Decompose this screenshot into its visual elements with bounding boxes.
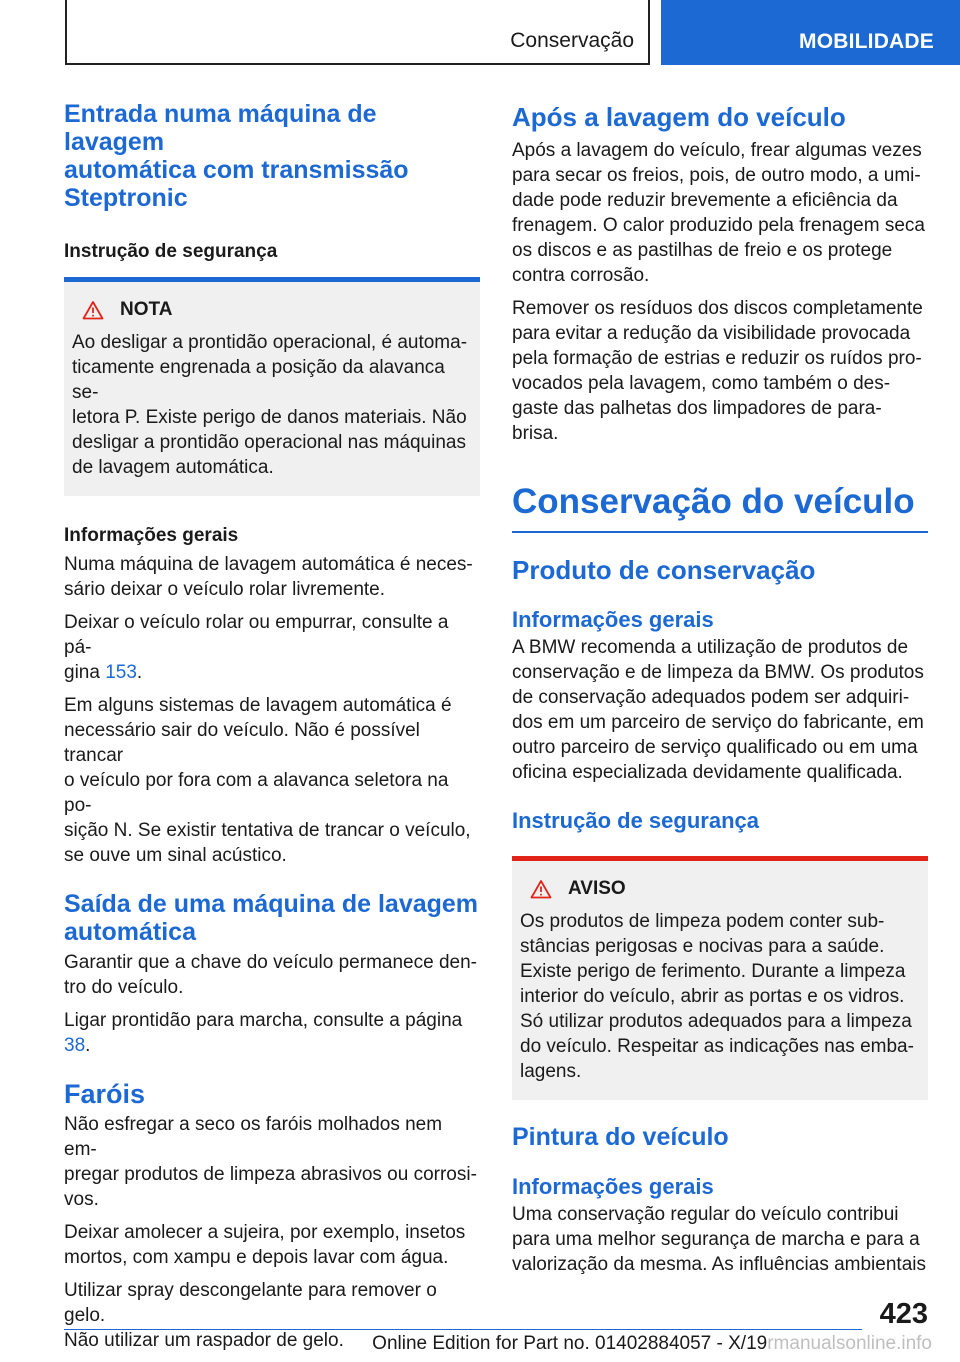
chapter-tab[interactable]: [661, 0, 960, 65]
paragraph: Deixar o veículo rolar ou empurrar, consulte a pá- gina 153.: [64, 612, 449, 683]
general-info-heading: Informações gerais: [64, 525, 239, 546]
page-link-38[interactable]: 38: [64, 1035, 86, 1056]
paragraph: Não esfregar a seco os faróis molhados nem em- pregar produtos de limpeza abrasivos ou corrosi- vos.: [64, 1114, 477, 1210]
warning-title: AVISO: [568, 878, 626, 899]
paragraph: Uma conservação regular do veículo contribui para uma melhor segurança de marcha e para a valorização da mesma. As influências ambientais: [512, 1204, 926, 1275]
paragraph: Em alguns sistemas de lavagem automática é necessário sair do veículo. Não é possível trancar o veículo por fora com a alavanca seletora na po- sição N. Se existir tentativa de trancar o veículo, se ouve um sinal acústico.: [64, 695, 471, 866]
footer-edition: [372, 1333, 932, 1355]
chapter-title: Conservação do veículo: [512, 482, 915, 521]
paint-title: Pintura do veículo: [512, 1123, 729, 1151]
paragraph: Após a lavagem do veículo, frear algumas vezes para secar os freios, pois, de outro modo, a umi- dade pode reduzir brevemente a eficiência da frenagem. O calor produzido pela frenagem seca os discos e as pastilhas de freio e os protege contra corrosão.: [512, 140, 925, 286]
note-box: [64, 277, 480, 496]
note-text: Ao desligar a prontidão operacional, é automa- ticamente engrenada a posição da alavanca se- letora P. Existe perigo de danos materiais. Não desligar a prontidão operacional nas máquinas de lavagem automática.: [72, 332, 468, 478]
page-number: 423: [879, 1298, 928, 1330]
general-info-heading: Informações gerais: [512, 1174, 714, 1199]
after-wash-title: Após a lavagem do veículo: [512, 102, 846, 132]
edition-text: Online Edition for Part no. 01402884057 - X/19: [372, 1333, 768, 1354]
warning-triangle-icon: [82, 300, 104, 320]
watermark: rmanualsonline.info: [767, 1333, 932, 1354]
safety-heading: Instrução de segurança: [512, 808, 759, 833]
chapter-tab-label: MOBILIDADE: [799, 30, 934, 53]
chapter-rule: [512, 531, 928, 533]
section-title: Conservação: [510, 29, 634, 52]
paragraph: Numa máquina de lavagem automática é neces- sário deixar o veículo rolar livremente.: [64, 554, 473, 600]
safety-heading: Instrução de segurança: [64, 241, 278, 262]
header-section-box: [65, 0, 650, 65]
paragraph: Utilizar spray descongelante para remover o gelo. Não utilizar um raspador de gelo.: [64, 1280, 437, 1351]
paragraph: Ligar prontidão para marcha, consulte a página 38.: [64, 1010, 463, 1056]
left-column: [64, 100, 480, 1353]
paragraph: Deixar amolecer a sujeira, por exemplo, insetos mortos, com xampu e depois lavar com água.: [64, 1222, 466, 1268]
page-link-153[interactable]: 153: [105, 662, 137, 683]
warning-text: Os produtos de limpeza podem conter sub- stâncias perigosas e nocivas para a saúde. Existe perigo de ferimento. Durante a limpeza interior do veículo, abrir as portas e os vidros. Só utilizar produtos adequados para a limpeza do veículo. Respeitar as indicações nas emba- lagens.: [520, 911, 914, 1082]
headlights-title: Faróis: [64, 1079, 146, 1109]
paragraph: Garantir que a chave do veículo permanece den- tro do veículo.: [64, 952, 477, 998]
right-column: [512, 100, 928, 1277]
paragraph: A BMW recomenda a utilização de produtos de conservação e de limpeza da BMW. Os produtos de conservação adequados podem ser adquiri- dos em um parceiro de serviço do fabricante, em outro parceiro de serviço qualificado ou em uma oficina especializada devidamente qualificada.: [512, 637, 924, 783]
general-info-heading: Informações gerais: [512, 607, 714, 632]
warning-triangle-icon: [530, 879, 552, 899]
note-title: NOTA: [120, 299, 173, 320]
car-wash-steptronic-title: Entrada numa máquina de lavagem automática com transmissão Steptronic: [64, 100, 409, 212]
paragraph: Remover os resíduos dos discos completamente para evitar a redução da visibilidade provocada pela formação de estrias e reduzir os ruídos pro- vocados pela lavagem, como também o des- gaste das palhetas dos limpadores de para-brisa.: [512, 298, 923, 444]
car-wash-exit-title: Saída de uma máquina de lavagem automática: [64, 890, 479, 946]
product-title: Produto de conservação: [512, 555, 816, 585]
footer-rule: [64, 1329, 862, 1330]
warning-box: [512, 856, 928, 1100]
